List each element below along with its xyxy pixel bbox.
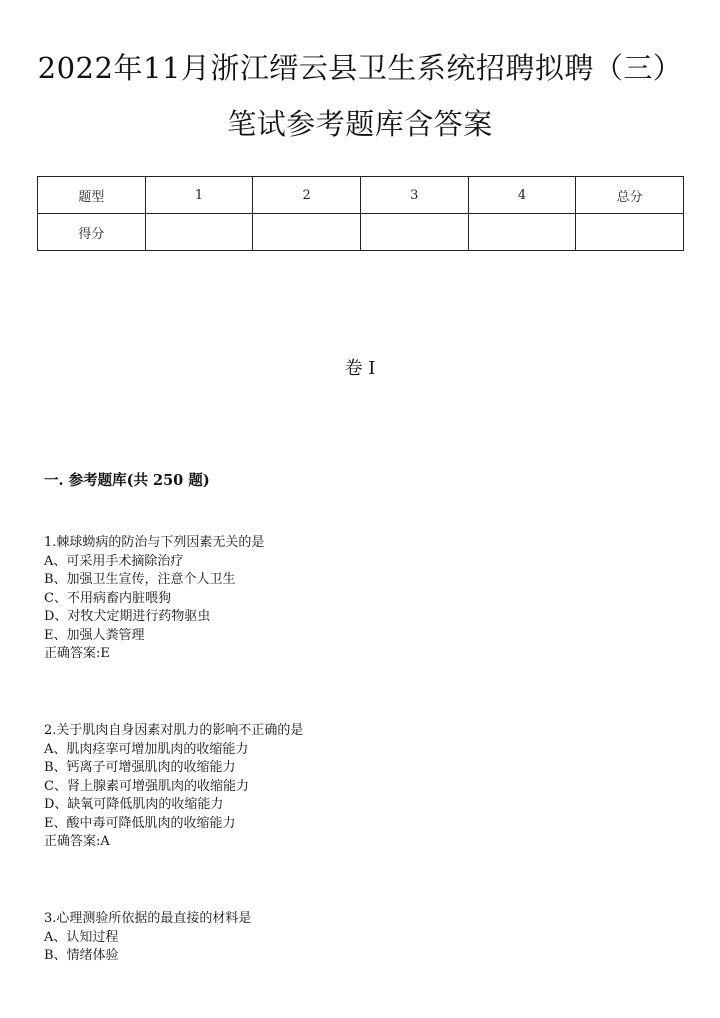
score-cell <box>576 214 684 251</box>
question-option: A、认知过程 <box>44 929 119 945</box>
question-3 <box>44 910 251 966</box>
score-table-header-cell: 2 <box>253 177 361 214</box>
question-option: A、肌肉痉挛可增加肌肉的收缩能力 <box>44 741 249 757</box>
question-answer: 正确答案:E <box>44 646 110 661</box>
score-table-header-cell: 1 <box>145 177 253 214</box>
question-option: C、不用病畜内脏喂狗 <box>44 590 171 606</box>
question-option: D、对牧犬定期进行药物驱虫 <box>44 609 211 624</box>
question-option: B、情绪体验 <box>44 948 119 963</box>
question-option: A、可采用手术摘除治疗 <box>44 553 184 569</box>
question-stem: 1.棘球蚴病的防治与下列因素无关的是 <box>44 535 265 550</box>
question-option: E、酸中毒可降低肌肉的收缩能力 <box>44 815 236 831</box>
title-line-1: 2022年11月浙江缙云县卫生系统招聘拟聘（三） <box>37 51 683 85</box>
question-option: B、钙离子可增强肌肉的收缩能力 <box>44 760 236 775</box>
question-option: B、加强卫生宣传，注意个人卫生 <box>44 572 236 587</box>
question-option: D、缺氧可降低肌肉的收缩能力 <box>44 797 224 812</box>
score-table-header-cell: 4 <box>468 177 576 214</box>
score-table-header-cell: 题型 <box>38 177 146 214</box>
question-answer: 正确答案:A <box>44 834 110 849</box>
section-title: 一. 参考题库(共 250 题) <box>44 472 210 489</box>
title-line-2: 笔试参考题库含答案 <box>227 107 493 141</box>
document-title <box>0 51 720 141</box>
score-cell <box>253 214 361 251</box>
volume-label: 卷 I <box>344 358 376 379</box>
question-option: C、肾上腺素可增强肌肉的收缩能力 <box>44 778 249 794</box>
score-cell <box>468 214 576 251</box>
question-2 <box>44 722 303 852</box>
question-stem: 2.关于肌肉自身因素对肌力的影响不正确的是 <box>44 723 304 738</box>
score-table-header-cell: 总分 <box>576 177 684 214</box>
score-table-score-row <box>38 214 684 251</box>
score-cell <box>360 214 468 251</box>
score-cell <box>145 214 253 251</box>
score-table-header-cell: 3 <box>360 177 468 214</box>
score-row-label: 得分 <box>38 214 146 251</box>
question-option: E、加强人粪管理 <box>44 627 145 643</box>
question-stem: 3.心理测验所依据的最直接的材料是 <box>44 911 252 926</box>
score-table <box>37 176 684 251</box>
score-table-header-row <box>38 177 684 214</box>
question-1 <box>44 534 264 664</box>
